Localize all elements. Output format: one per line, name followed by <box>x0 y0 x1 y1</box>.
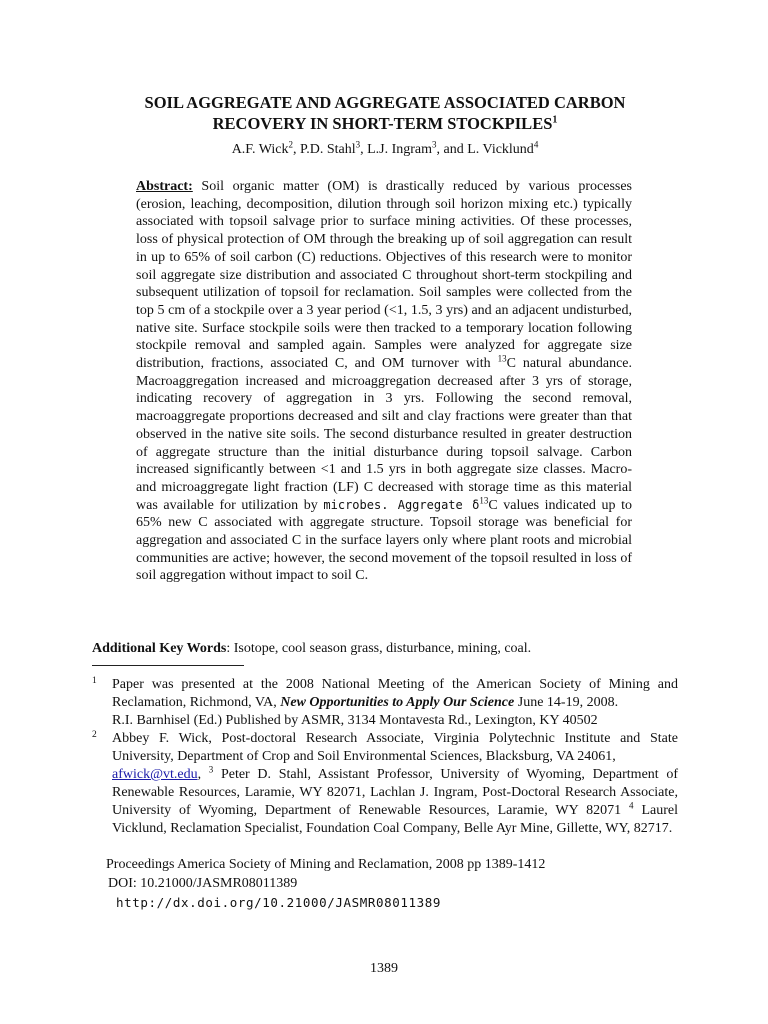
doi-text: DOI: 10.21000/JASMR08011389 <box>108 876 298 891</box>
abstract-superscript-13a: 13 <box>497 353 507 364</box>
abstract-superscript-13b: 13 <box>479 495 489 505</box>
abstract-text-3: C values indicated up to 65% new C associated with aggregate structure. Topsoil storage was beneficial for aggregation and associated C in the surface layers only where plant roots and microbial communities are active; however, the second movement of the topsoil resulted in loss of soil aggregation without impact to soil C. <box>136 497 633 584</box>
title-line-1: SOIL AGGREGATE AND AGGREGATE ASSOCIATED CARBON <box>144 93 626 112</box>
doi-url[interactable]: http://dx.doi.org/10.21000/JASMR08011389 <box>116 895 442 910</box>
author-email-link[interactable]: afwick@vt.edu <box>112 767 198 782</box>
footnote-divider <box>92 665 244 666</box>
author-vicklund: , and L. Vicklund <box>436 142 534 157</box>
conference-theme: New Opportunities to Apply Our Science <box>280 695 515 710</box>
footnote-2-text-a: Abbey F. Wick, Post-doctoral Research Associate, Virginia Polytechnic Institute and State University, Department of Crop and Soil Environmental Sciences, Blacksburg, VA 24061, <box>112 731 678 764</box>
author-ingram-mark: 3 <box>432 139 437 150</box>
title-line-2: RECOVERY IN SHORT-TERM STOCKPILES <box>212 114 553 133</box>
footnote-2 <box>92 730 678 838</box>
footnote-1 <box>92 676 678 730</box>
author-stahl-mark: 3 <box>355 139 361 150</box>
footnote-1-number: 1 <box>92 676 97 686</box>
author-wick: A.F. Wick <box>231 142 289 157</box>
paper-title <box>92 92 678 134</box>
keywords <box>92 640 678 658</box>
footnote-1-text-a: Paper was presented at the 2008 National Meeting of the American Society of Mining and Reclamation, Richmond, VA, <box>112 677 678 710</box>
footnote-2-number: 2 <box>92 730 97 740</box>
footnote-3-text: Peter D. Stahl, Assistant Professor, University of Wyoming, Department of Renewable Resources, Laramie, WY 82071, Lachlan J. Ingram, Post-Doctoral Research Associate, University of Wyoming, Department of Renewable Resources, Laramie, WY 82071 <box>112 767 679 818</box>
proceedings-citation: Proceedings America Society of Mining and Reclamation, 2008 pp 1389-1412 <box>106 857 546 872</box>
footnote-4-text: Laurel Vicklund, Reclamation Specialist, Foundation Coal Company, Belle Ayr Mine, Gillette, WY, 82717. <box>112 803 678 836</box>
footnote-2-text-b: , <box>197 767 209 782</box>
abstract-mono-text: microbes. Aggregate δ <box>323 497 480 512</box>
keywords-text: : Isotope, cool season grass, disturbance, mining, coal. <box>226 641 532 656</box>
abstract-text-1: Soil organic matter (OM) is drastically reduced by various processes (erosion, leaching, decomposition, dilution through soil horizon mixing etc.) typically associated with topsoil salvage prior to surface mining activities. Of these processes, loss of physical protection of OM through the breaking up of soil aggregation can result in up to 65% of soil carbon (C) reductions. Objectives of this research were to monitor soil aggregate size distribution and associated C throughout short-term stockpiling and subsequent utilization of topsoil for reclamation. Soil samples were collected from the top 5 cm of a stockpile over a 3 year period (<1, 1.5, 3 yrs) and an adjacent undisturbed, native site. Surface stockpile soils were then tracked to a temporary location following stockpile removal and sampled again. Samples were analyzed for aggregate size distribution, fractions, associated C, and OM turnover with <box>136 179 632 372</box>
author-stahl: , P.D. Stahl <box>292 142 356 157</box>
author-list <box>92 141 678 159</box>
abstract-text-2: C natural abundance. Macroaggregation increased and microaggregation decreased after 3 yrs of storage, indicating recovery of aggregation in 3 yrs. Following the second removal, macroaggregate proportions decreased and silt and clay fractions were greater than that observed in the native site soils. The second disturbance resulted in greater destruction of aggregate structure than the initial disturbance during topsoil salvage. Carbon increased significantly between <1 and 1.5 yrs in both aggregate size classes. Macro- and microaggregate light fraction (LF) C decreased with storage time as this material was available for utilization by <box>136 356 633 513</box>
footnote-1-publisher: R.I. Barnhisel (Ed.) Published by ASMR, 3134 Montavesta Rd., Lexington, KY 40502 <box>112 713 598 728</box>
author-wick-mark: 2 <box>288 139 293 150</box>
author-ingram: , L.J. Ingram <box>360 142 433 157</box>
page-number: 1389 <box>370 961 398 976</box>
title-footnote-mark: 1 <box>552 114 558 126</box>
footnote-3-mark: 3 <box>208 764 214 775</box>
author-vicklund-mark: 4 <box>533 139 539 150</box>
keywords-label: Additional Key Words <box>92 641 227 656</box>
abstract <box>136 178 632 585</box>
footnote-4-mark: 4 <box>629 800 634 811</box>
footnote-1-text-b: June 14-19, 2008. <box>514 695 619 710</box>
abstract-label: Abstract: <box>136 179 193 194</box>
